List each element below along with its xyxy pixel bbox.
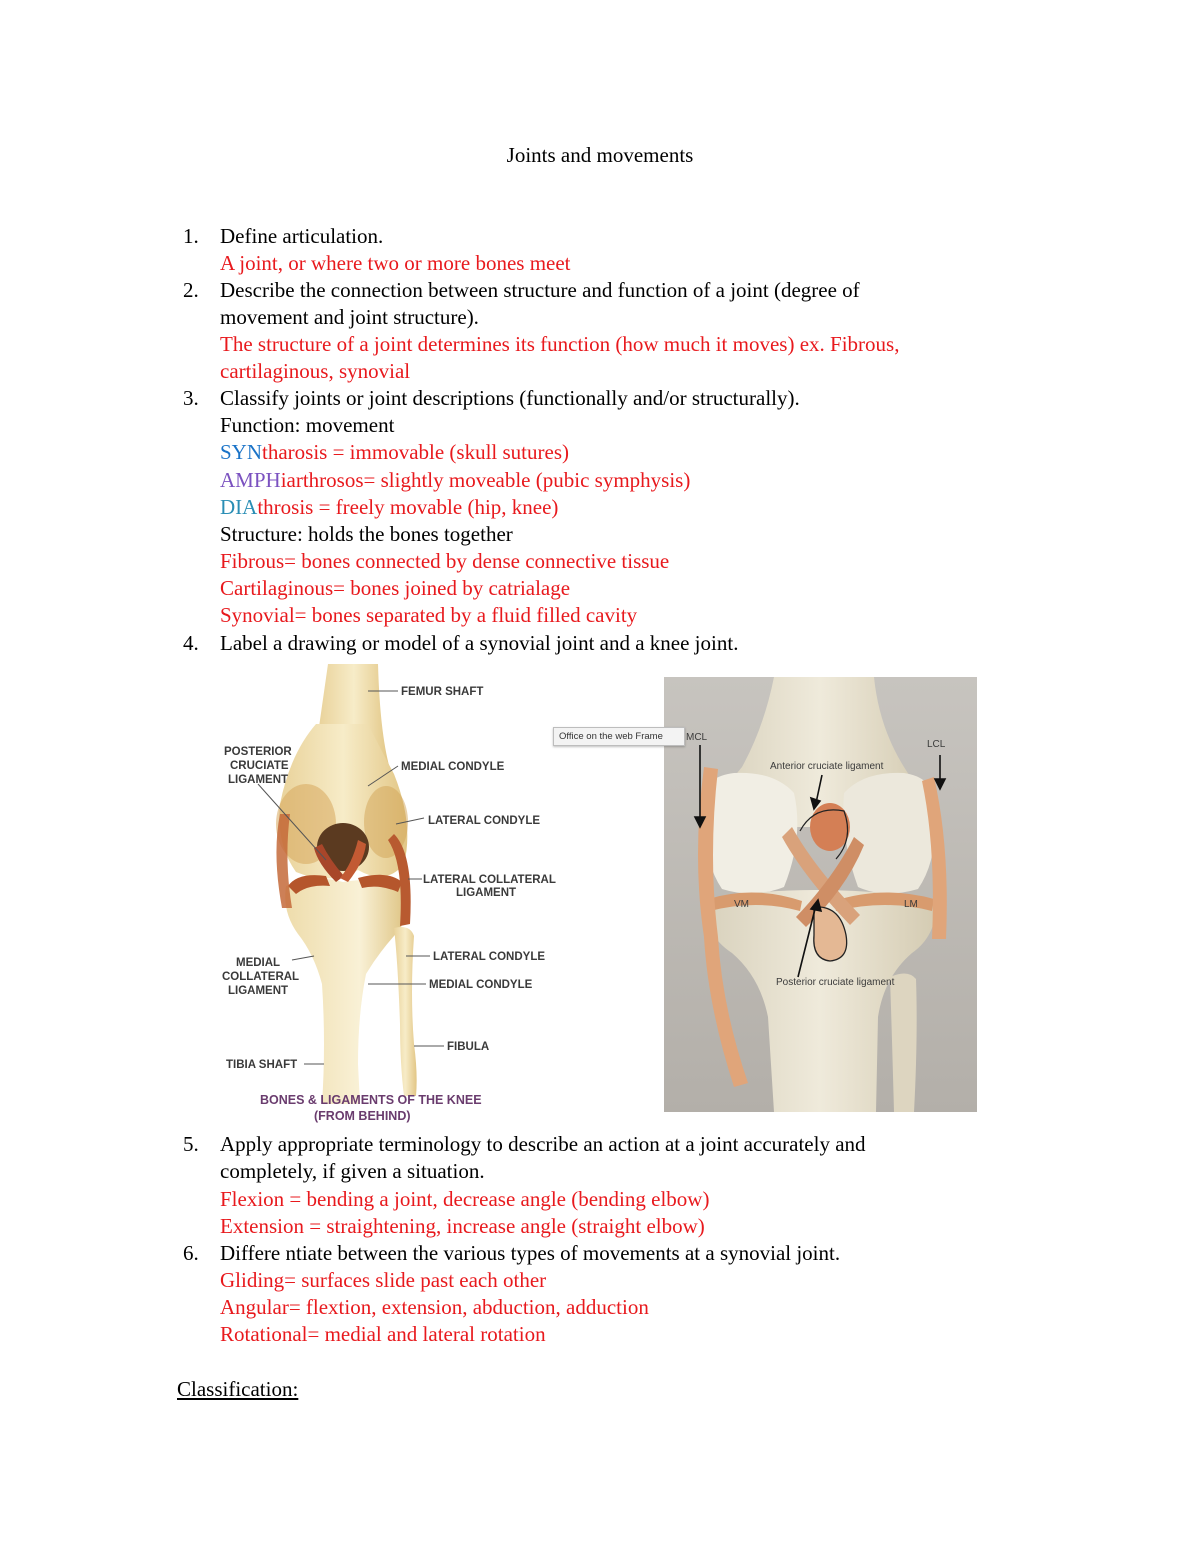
knee-illustration-figure: [218, 664, 563, 1126]
diarthrosis-line: [220, 494, 558, 521]
label-mcl-3: LIGAMENT: [228, 985, 289, 997]
question-2-answer-line-1: The structure of a joint determines its function (how much it moves) ex. Fibrous,: [220, 332, 900, 356]
syn-prefix: SYN: [220, 440, 263, 464]
fibrous-definition: Fibrous= bones connected by dense connective tissue: [220, 549, 670, 573]
photo-label-lcl: LCL: [927, 739, 946, 750]
label-lcl-1: LATERAL COLLATERAL: [423, 874, 556, 886]
list-number-4: 4.: [183, 631, 199, 655]
question-3-text: Classify joints or joint descriptions (functionally and/or structurally).: [220, 386, 800, 410]
question-1-answer: A joint, or where two or more bones meet: [220, 251, 571, 275]
question-2-text-line-2: movement and joint structure).: [220, 305, 479, 329]
photo-label-mcl: MCL: [686, 732, 708, 743]
amph-rest: iarthrosos= slightly moveable (pubic symphysis): [280, 468, 691, 492]
question-5-text-line-1: Apply appropriate terminology to describe an action at a joint accurately and: [220, 1132, 866, 1156]
page-title: Joints and movements: [506, 143, 694, 167]
list-number-2: 2.: [183, 278, 199, 302]
gliding-definition: Gliding= surfaces slide past each other: [220, 1268, 547, 1292]
label-mcl-1: MEDIAL: [236, 957, 281, 969]
dia-rest: throsis = freely movable (hip, knee): [257, 495, 559, 519]
list-number-1: 1.: [183, 224, 199, 248]
label-posterior-cruciate-3: LIGAMENT: [228, 774, 289, 786]
synovial-definition: Synovial= bones separated by a fluid filled cavity: [220, 603, 638, 627]
classification-heading: Classification:: [177, 1377, 299, 1401]
label-medial-condyle-bottom: MEDIAL CONDYLE: [429, 979, 533, 991]
figure-caption-line-1: BONES & LIGAMENTS OF THE KNEE: [260, 1093, 482, 1107]
question-6-text: Differe ntiate between the various types of movements at a synovial joint.: [220, 1241, 841, 1265]
flexion-definition: Flexion = bending a joint, decrease angle (bending elbow): [220, 1187, 710, 1211]
question-4-text: Label a drawing or model of a synovial joint and a knee joint.: [220, 631, 739, 655]
photo-label-pcl: Posterior cruciate ligament: [776, 977, 895, 988]
knee-model-photo: [664, 677, 977, 1112]
question-5-text-line-2: completely, if given a situation.: [220, 1159, 485, 1183]
label-tibia-shaft: TIBIA SHAFT: [226, 1059, 298, 1071]
question-1-text: Define articulation.: [220, 224, 384, 248]
label-lcl-2: LIGAMENT: [456, 887, 517, 899]
knee-illustration-svg: [218, 664, 563, 1126]
photo-label-lm: LM: [904, 899, 918, 910]
label-femur-shaft: FEMUR SHAFT: [401, 686, 484, 698]
list-number-3: 3.: [183, 386, 199, 410]
rotational-definition: Rotational= medial and lateral rotation: [220, 1322, 546, 1346]
dia-prefix: DIA: [220, 495, 258, 519]
tibia-shape: [285, 879, 409, 1104]
angular-definition: Angular= flextion, extension, abduction, adduction: [220, 1295, 649, 1319]
amph-prefix: AMPH: [220, 468, 281, 492]
amphiarthrosis-line: [220, 467, 690, 494]
photo-label-vm: VM: [734, 899, 749, 910]
label-posterior-cruciate-1: POSTERIOR: [224, 746, 292, 758]
extension-definition: Extension = straightening, increase angle (straight elbow): [220, 1214, 705, 1238]
knee-model-svg: [664, 677, 977, 1112]
model-lateral-condyle: [843, 773, 935, 894]
label-medial-condyle-top: MEDIAL CONDYLE: [401, 761, 505, 773]
office-frame-tooltip: Office on the web Frame: [553, 727, 685, 746]
synarthrosis-line: [220, 439, 569, 466]
list-number-6: 6.: [183, 1241, 199, 1265]
label-posterior-cruciate-2: CRUCIATE: [230, 760, 289, 772]
syn-rest: tharosis = immovable (skull sutures): [262, 440, 569, 464]
question-2-answer-line-2: cartilaginous, synovial: [220, 359, 411, 383]
list-number-5: 5.: [183, 1132, 199, 1156]
label-lateral-condyle-bottom: LATERAL CONDYLE: [433, 951, 546, 963]
function-heading: Function: movement: [220, 413, 395, 437]
photo-label-acl: Anterior cruciate ligament: [770, 761, 884, 772]
cartilaginous-definition: Cartilaginous= bones joined by catrialage: [220, 576, 571, 600]
model-fibula: [890, 973, 917, 1112]
structure-heading: Structure: holds the bones together: [220, 522, 513, 546]
fibula-shape: [394, 927, 417, 1096]
question-2-text-line-1: Describe the connection between structure and function of a joint (degree of: [220, 278, 860, 302]
label-lateral-condyle-top: LATERAL CONDYLE: [428, 815, 541, 827]
figure-caption-line-2: (FROM BEHIND): [314, 1109, 411, 1123]
label-fibula: FIBULA: [447, 1041, 490, 1053]
model-medial-condyle: [705, 773, 798, 894]
label-mcl-2: COLLATERAL: [222, 971, 300, 983]
